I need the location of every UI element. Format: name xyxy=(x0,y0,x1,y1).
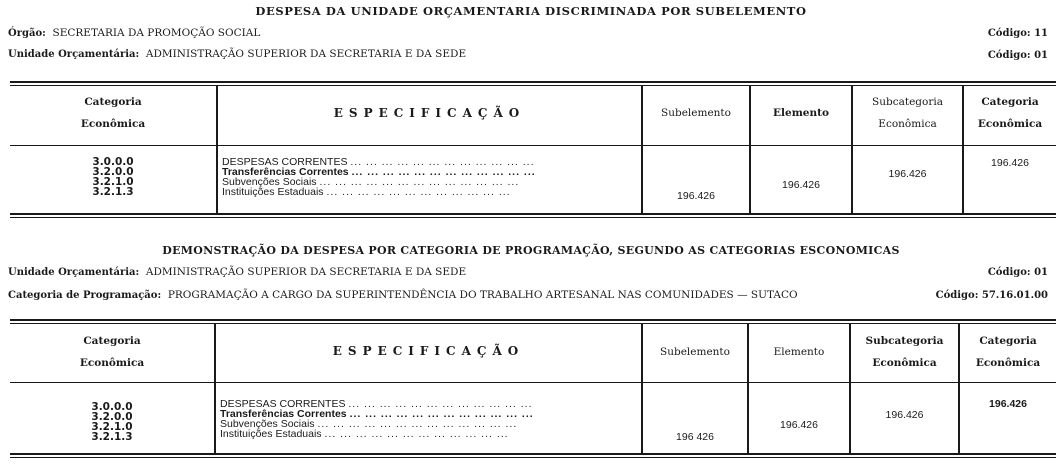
header-line: Econômica xyxy=(878,118,937,130)
table1-header-rule xyxy=(10,145,1056,146)
table2-top-rule-2 xyxy=(10,323,1056,324)
table2-header-elemento: Elemento xyxy=(773,346,825,358)
table1-subcategoria-value: 196.426 xyxy=(888,168,927,180)
table2-subcategoria-value: 196.426 xyxy=(885,409,924,421)
item-label: DESPESAS CORRENTES xyxy=(220,399,346,410)
item-label: Instituições Estaduais xyxy=(220,428,322,439)
header-line: Categoria xyxy=(981,96,1039,108)
header-line: Categoria xyxy=(83,335,141,347)
header-line: Econômica xyxy=(79,357,145,369)
header-line: Categoria xyxy=(84,96,142,108)
unidade-label: Unidade Orçamentária: xyxy=(8,49,140,60)
unidade-code: Código: 01 xyxy=(987,50,1048,61)
table1-bottom-rule-1 xyxy=(10,213,1056,215)
code-cell: 3.2.0.0 xyxy=(92,166,134,178)
table1-header-categoria xyxy=(10,91,216,135)
table2-header-rule xyxy=(10,382,1056,383)
code-cell: 3.2.1.0 xyxy=(92,176,134,188)
table2-items xyxy=(220,399,634,439)
item-label: Transferências Correntes xyxy=(220,408,347,420)
item-label: Subvenções Sociais xyxy=(222,176,317,188)
table1-elemento-value: 196.426 xyxy=(782,179,820,191)
code-cell: 3.2.0.0 xyxy=(91,411,133,423)
table2-categoria-value: 196.426 xyxy=(989,398,1027,410)
table1-bottom-rule-2 xyxy=(10,217,1056,218)
item-row: Subvenções Sociais ... ... ... ... ... ... ... ... ... ... ... ... ... xyxy=(220,418,518,430)
table1-header-especificacao: ESPECIFICAÇÃO xyxy=(333,106,526,120)
orgao-row xyxy=(8,27,260,39)
item-label: Transferências Correntes xyxy=(222,166,349,178)
code-cell: 3.2.1.3 xyxy=(91,431,133,443)
programacao-label: Categoria de Programação: xyxy=(8,290,162,301)
item-row: DESPESAS CORRENTES ... ... ... ... ... ... ... ... ... ... ... ... xyxy=(222,157,535,168)
table1-items xyxy=(222,157,634,197)
item-row: Transferências Correntes ... ... ... ... ... ... ... ... ... ... ... ... xyxy=(220,408,534,420)
programacao-row xyxy=(8,289,798,301)
item-row: Instituições Estaduais ... ... ... ... ... ... ... ... ... ... ... ... xyxy=(220,428,509,439)
code-cell: 3.0.0.0 xyxy=(92,156,134,168)
table2-bottom-rule-2 xyxy=(10,457,1056,458)
table1-header-subcategoria xyxy=(853,91,962,135)
programacao-value: PROGRAMAÇÃO A CARGO DA SUPERINTENDÊNCIA DO TRABALHO ARTESANAL NAS COMUNIDADES — SUTACO xyxy=(167,289,798,301)
table2-header-subcategoria xyxy=(851,330,958,374)
table1-header-elemento: Elemento xyxy=(773,107,829,119)
table1-top-rule-1 xyxy=(10,81,1056,83)
table2-codes xyxy=(10,402,214,442)
table1-codes xyxy=(10,157,216,197)
orgao-code: Código: 11 xyxy=(987,28,1048,39)
table1-header-categoria-economica xyxy=(964,91,1056,135)
item-row: DESPESAS CORRENTES ... ... ... ... ... ... ... ... ... ... ... ... xyxy=(220,399,533,410)
table2-header-especificacao: ESPECIFICAÇÃO xyxy=(332,344,525,358)
section2-title: DEMONSTRAÇÃO DA DESPESA POR CATEGORIA DE PROGRAMAÇÃO, SEGUNDO AS CATEGORIAS ESCONOMICAS xyxy=(162,244,900,257)
header-line: Econômica xyxy=(975,357,1041,369)
orgao-value: SECRETARIA DA PROMOÇÃO SOCIAL xyxy=(52,27,261,39)
table2-header-categoria xyxy=(10,330,214,374)
unidade2-code: Código: 01 xyxy=(987,267,1048,278)
header-line: Subcategoria xyxy=(872,96,943,108)
orgao-label: Órgão: xyxy=(8,28,46,39)
table2-top-rule-1 xyxy=(10,319,1056,321)
unidade2-value: ADMINISTRAÇÃO SUPERIOR DA SECRETARIA E DA SEDE xyxy=(145,266,467,278)
table1-header-subelemento: Subelemento xyxy=(661,107,731,119)
header-line: Econômica xyxy=(80,118,146,130)
table2-header-subelemento: Subelemento xyxy=(660,346,730,358)
header-line: Subcategoria xyxy=(865,335,944,347)
item-row: Transferências Correntes ... ... ... ... ... ... ... ... ... ... ... ... xyxy=(222,166,536,178)
unidade-row xyxy=(8,48,466,60)
table2-elemento-value: 196.426 xyxy=(780,419,818,431)
item-label: Instituições Estaduais xyxy=(222,186,324,197)
item-label: Subvenções Sociais xyxy=(220,418,315,430)
table2-header-categoria-economica xyxy=(960,330,1056,374)
item-row: Instituições Estaduais ... ... ... ... ... ... ... ... ... ... ... ... xyxy=(222,186,511,197)
header-line: Econômica xyxy=(872,357,937,369)
unidade2-label: Unidade Orçamentária: xyxy=(8,267,140,278)
code-cell: 3.0.0.0 xyxy=(91,401,133,413)
programacao-code: Código: 57.16.01.00 xyxy=(935,290,1048,301)
table1-top-rule-2 xyxy=(10,85,1056,86)
table2-bottom-rule-1 xyxy=(10,453,1056,455)
code-cell: 3.2.1.3 xyxy=(92,186,134,198)
item-row: Subvenções Sociais ... ... ... ... ... ... ... ... ... ... ... ... ... xyxy=(222,176,520,188)
table1-subelemento-value: 196.426 xyxy=(677,190,715,202)
table1-categoria-value: 196.426 xyxy=(991,157,1029,169)
unidade2-row xyxy=(8,266,466,278)
item-label: DESPESAS CORRENTES xyxy=(222,157,348,168)
section1-title: DESPESA DA UNIDADE ORÇAMENTARIA DISCRIMINADA POR SUBELEMENTO xyxy=(255,4,807,18)
table2-subelemento-value: 196 426 xyxy=(676,431,714,443)
header-line: Econômica xyxy=(977,118,1043,130)
code-cell: 3.2.1.0 xyxy=(91,421,133,433)
unidade-value: ADMINISTRAÇÃO SUPERIOR DA SECRETARIA E DA SEDE xyxy=(145,48,467,60)
header-line: Categoria xyxy=(979,335,1037,347)
